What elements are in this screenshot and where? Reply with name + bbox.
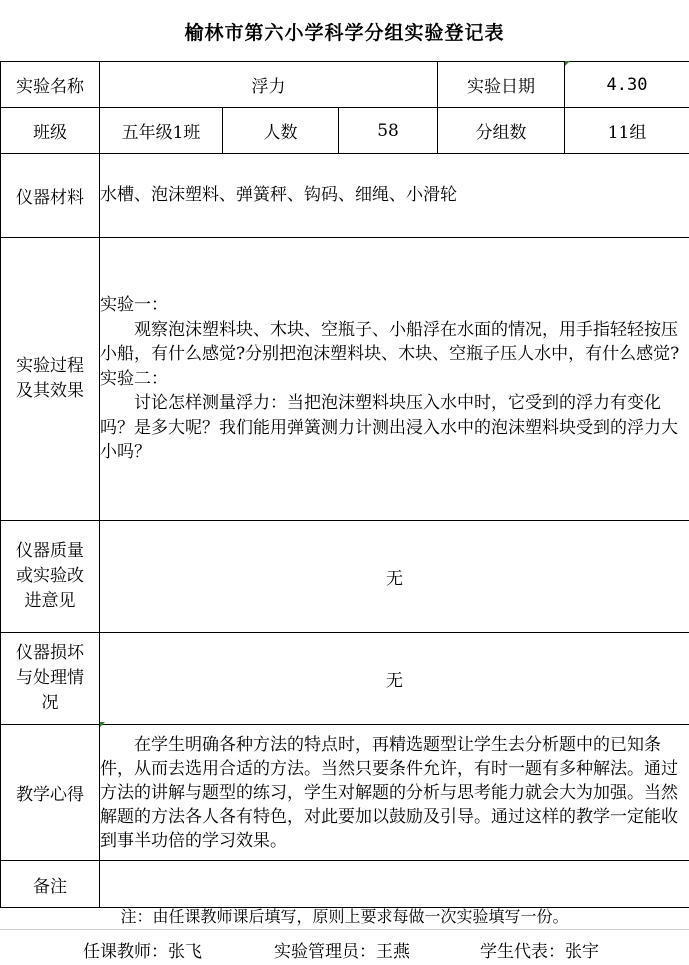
signature-teacher: 任课教师：张飞 bbox=[83, 937, 202, 962]
value-remarks[interactable] bbox=[100, 861, 689, 908]
registration-table bbox=[0, 61, 689, 908]
label-process bbox=[1, 238, 100, 521]
label-damage bbox=[1, 633, 100, 725]
label-damage-line3: 况 bbox=[1, 691, 99, 716]
value-experiment-date[interactable]: 4.30 bbox=[565, 62, 689, 108]
value-damage[interactable]: 无 bbox=[100, 633, 689, 725]
process-exp2-text: 讨论怎样测量浮力：当把泡沫塑料块压入水中时，它受到的浮力有变化吗？是多大呢？我们能用弹簧测力计测出浸入水中的泡沫塑料块受到的浮力大小吗？ bbox=[100, 391, 689, 465]
signature-lab-manager: 实验管理员：王燕 bbox=[274, 937, 410, 962]
value-group-count[interactable]: 11组 bbox=[565, 108, 689, 154]
comment-indicator-date[interactable] bbox=[565, 61, 570, 66]
value-class[interactable]: 五年级1班 bbox=[100, 108, 223, 154]
label-remarks: 备注 bbox=[1, 861, 100, 908]
label-group-count: 分组数 bbox=[438, 108, 565, 154]
label-quality-line3: 进意见 bbox=[1, 589, 99, 614]
signature-row bbox=[0, 929, 689, 965]
footer-note: 注：由任课教师课后填写，原则上要求每做一次实验填写一份。 bbox=[0, 905, 689, 929]
value-process[interactable] bbox=[100, 238, 689, 521]
value-materials[interactable]: 水槽、泡沫塑料、弹簧秤、钩码、细绳、小滑轮 bbox=[100, 154, 689, 238]
value-experiment-name[interactable]: 浮力 bbox=[100, 62, 438, 108]
label-headcount: 人数 bbox=[223, 108, 339, 154]
process-exp1-heading: 实验一： bbox=[100, 293, 689, 318]
label-process-line1: 实验过程 bbox=[1, 354, 99, 379]
label-quality bbox=[1, 521, 100, 633]
label-experiment-date: 实验日期 bbox=[438, 62, 565, 108]
label-damage-line1: 仪器损坏 bbox=[1, 641, 99, 666]
form-title: 榆林市第六小学科学分组实验登记表 bbox=[0, 0, 689, 62]
process-exp2-heading: 实验二： bbox=[100, 367, 689, 392]
label-process-line2: 及其效果 bbox=[1, 379, 99, 404]
value-headcount[interactable]: 58 bbox=[339, 108, 438, 154]
value-reflection[interactable]: 在学生明确各种方法的特点时，再精选题型让学生去分析题中的已知条件，从而去选用合适的方法。当然只要条件允许，有时一题有多种解法。通过方法的讲解与题型的练习，学生对解题的分析与思考能力就会大为加强。当然解题的方法各人各有特色，对此要加以鼓励及引导。通过这样的教学一定能收到事半功倍的学习效果。 bbox=[100, 725, 689, 861]
label-quality-line1: 仪器质量 bbox=[1, 539, 99, 564]
label-damage-line2: 与处理情 bbox=[1, 666, 99, 691]
signature-student-rep: 学生代表：张宇 bbox=[480, 937, 599, 962]
value-quality[interactable]: 无 bbox=[100, 521, 689, 633]
label-materials: 仪器材料 bbox=[1, 154, 100, 238]
comment-indicator-reflection[interactable] bbox=[100, 722, 105, 727]
label-reflection: 教学心得 bbox=[1, 725, 100, 861]
label-class: 班级 bbox=[1, 108, 100, 154]
label-experiment-name: 实验名称 bbox=[1, 62, 100, 108]
process-exp1-text: 观察泡沫塑料块、木块、空瓶子、小船浮在水面的情况，用手指轻轻按压小船，有什么感觉?分别把泡沫塑料块、木块、空瓶子压人水中，有什么感觉? bbox=[100, 318, 689, 367]
label-quality-line2: 或实验改 bbox=[1, 564, 99, 589]
